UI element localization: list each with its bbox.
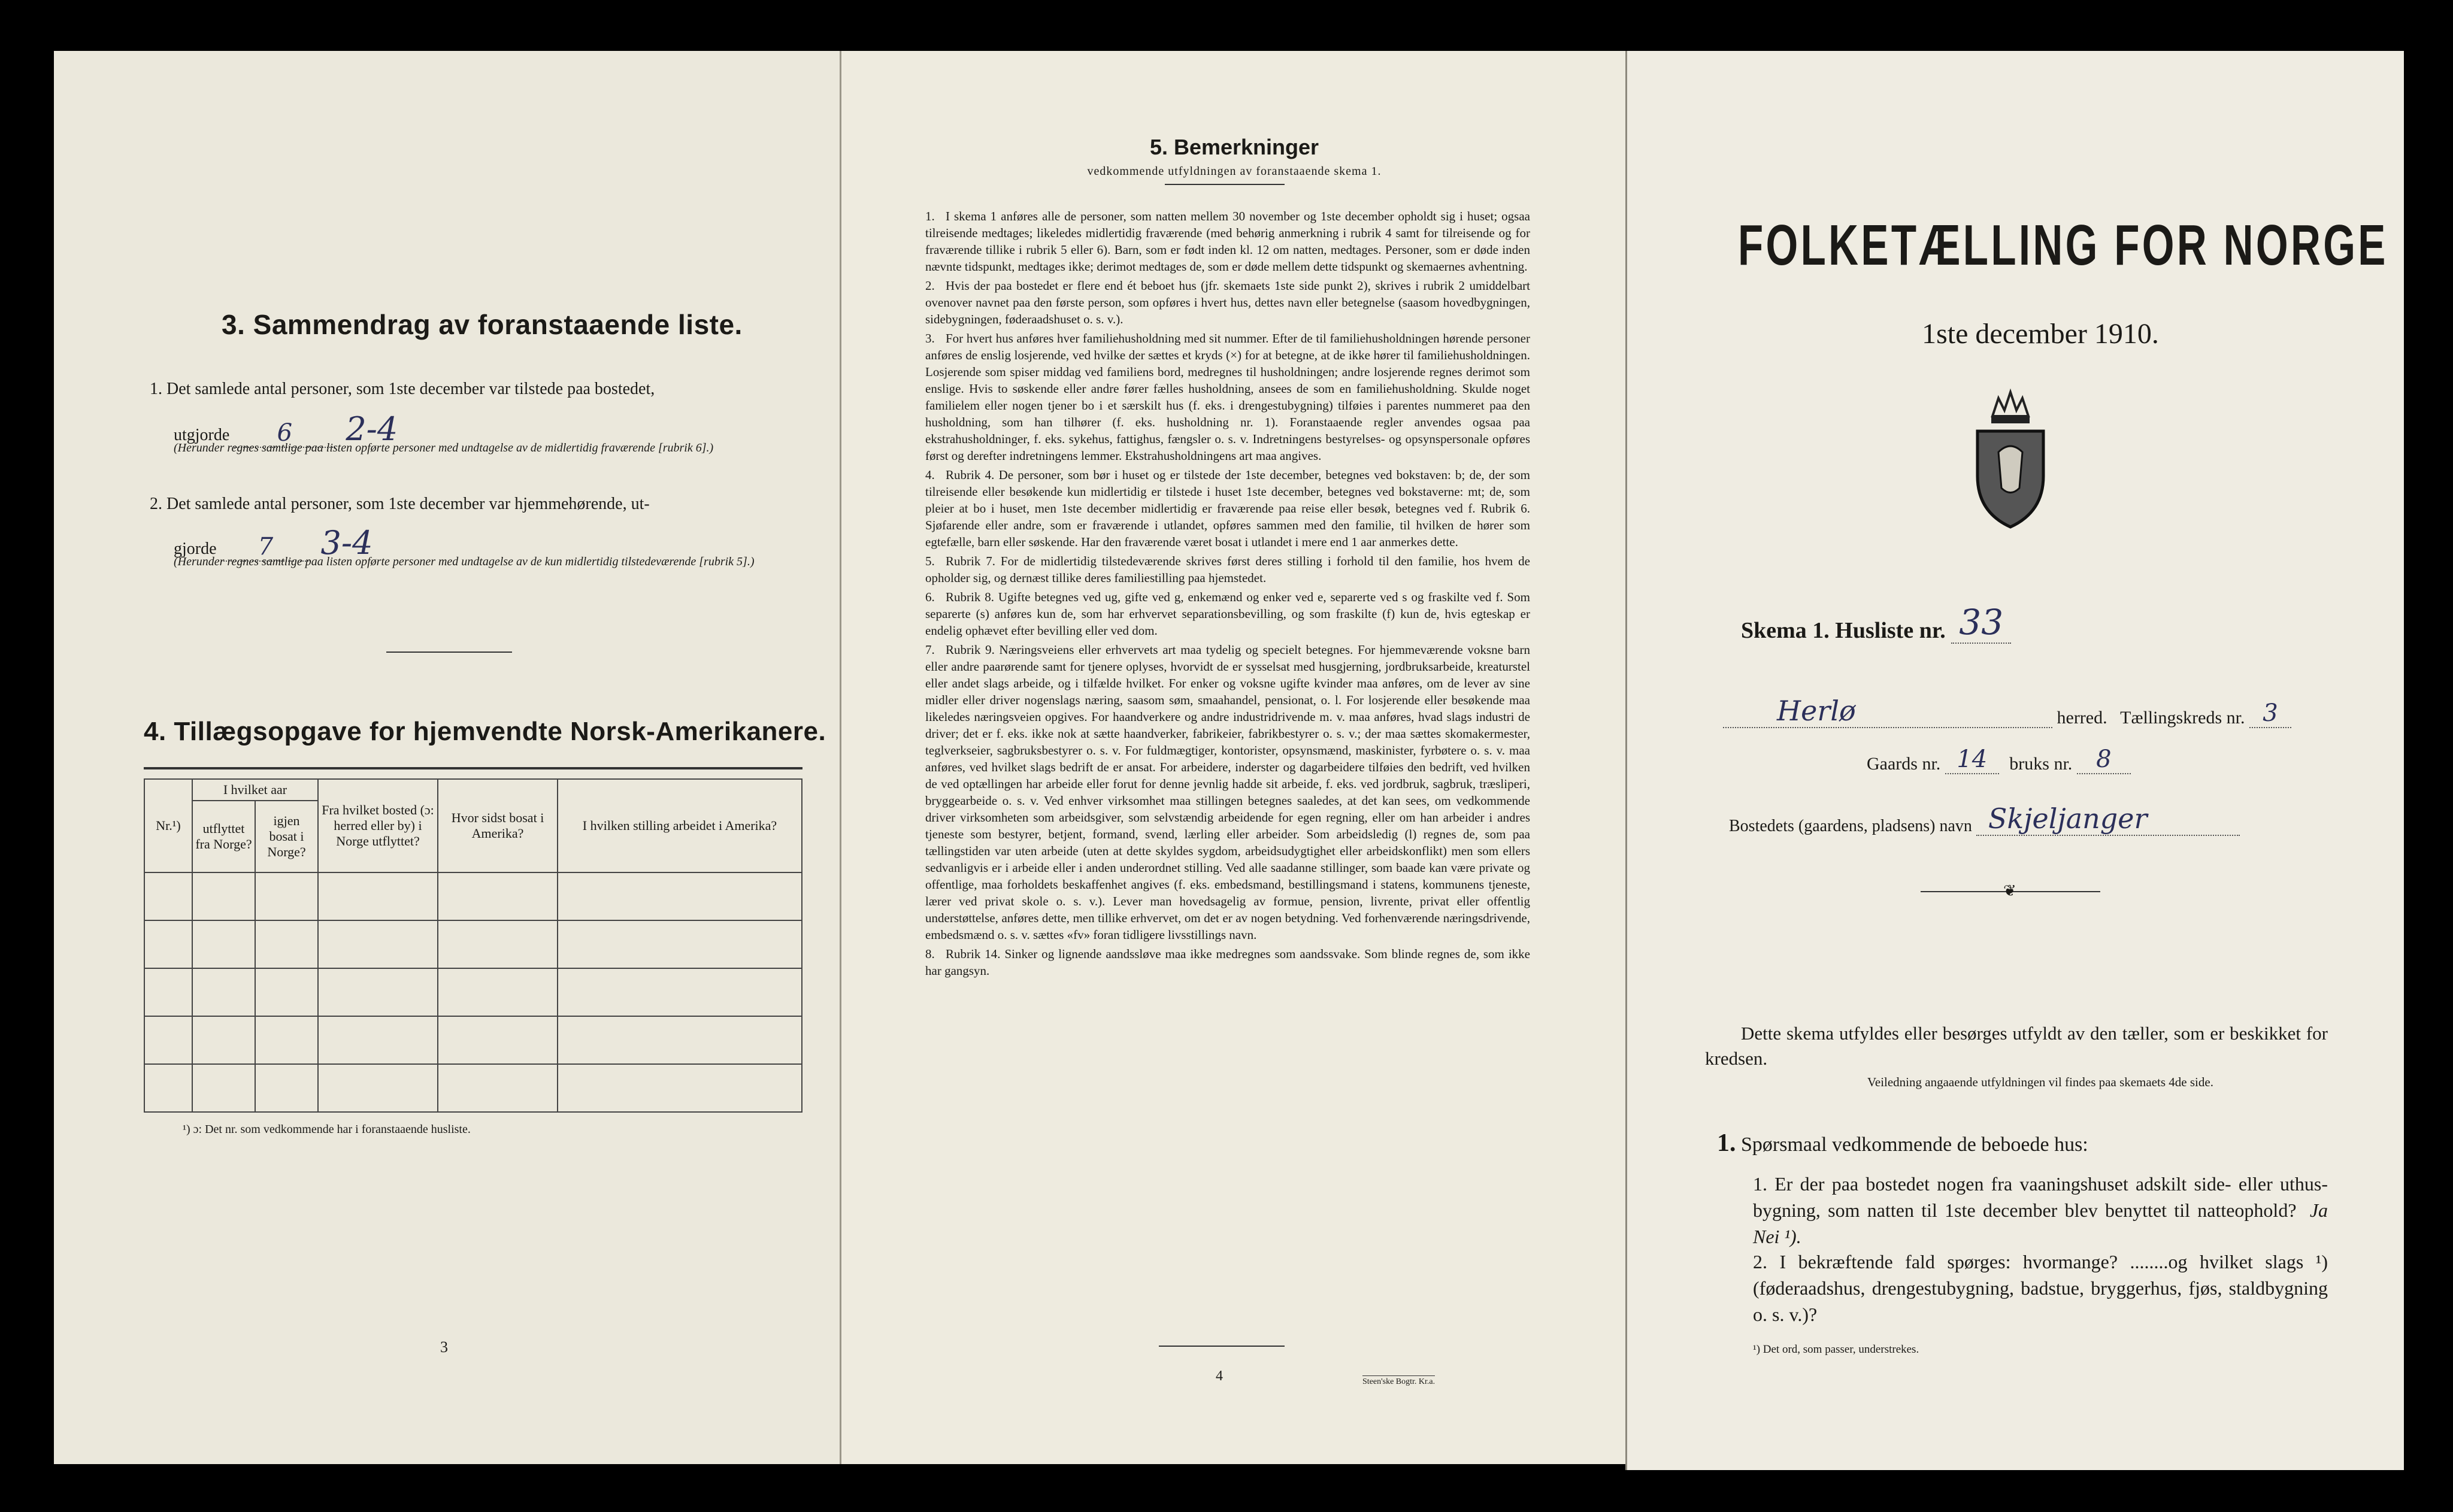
questions-heading-num: 1. (1717, 1129, 1736, 1157)
remark-item: 6. Rubrik 8. Ugifte betegnes ved ug, gifte ved g, enkemænd og enker ved e, separerte ved s og fraskilte ved f. Som separerte (s) anføres kun de, som har erhvervet separationsbevilling, og som fraskilte (f) kun de, hvis egteskap er endelig ophævet efter bevilling eller ved dom. (925, 590, 1530, 638)
remark-item: 7. Rubrik 9. Næringsveiens eller erhvervets art maa tydelig og specielt betegnes. For hjemmeværende voksne barn eller andre paarørende samt for tjenere oplyses, hvorvidt de er sysselsat med husgjerning, jordbruksarbeide, kreaturstel eller andet slags arbeide, og i tilfælde hvilket. For enker og voksne ugifte kvinder maa anføres, om de lever av sine midler eller driver nogenslags næring, saasom søm, smaahandel, pensionat, o. l. For losjerende eller besøkende maa likeledes næringsveien opgives. For haandverkere og andre industridrivende m. v. maa anføres, hvad slags industri de driver; det er f. eks. ikke nok at sætte haandverker, fabrikeier, fabrikbestyrer o. s. v.; der maa sættes skomakermester, teglverkseier, sagbruksbestyrer o. s. v. For fuldmægtiger, kontorister, opsynsmænd, maskinister, fyrbøtere o. s. v. maa anføres, ved hvilket slags bedrift de er ansat. For arbeidere, inderster og dagarbeidere tilføies den bedrift, ved hvilken de ved optællingen har arbeide eller forut for denne jevnlig hadde sit arbeide, f. eks. ved jordbruk, sagbruk, træsliperi, bryggearbeide o. s. v. Ved enhver virksomhet maa stillingen betegnes saaledes, at det kan sees, om vedkommende driver virksomheten som arbeidsgiver, som selvstændig arbeidende for egen regning, eller om han arbeider i andres tjeneste som bestyrer, betjent, formand, svend, lærling eller arbeider. Som arbeidsledig (l) regnes de, som paa tællingstiden var uten arbeide (uten at dette skyldes sygdom, arbeidsudygtighet eller arbeidskonflikt) men som ellers sedvanligvis er i arbeide eller i anden underordnet stilling. Ved alle saadanne stillinger, som baade kan være private og offentlige, maa forholdets beskaffenhet angives (f. eks. embedsmand, bestillingsmand i statens, kommunens tjeneste, lærer ved privat skole o. s. v.). Lever man hovedsagelig av formue, pension, livrente, privat eller offentlig understøttelse, anføres dette, men tillike erhvervet, om det er av nogen betydning. Ved forhenværende næringsdrivende, embedsmænd o. s. v. sættes «fv» foran tidligere livsstillings navn. (925, 643, 1530, 942)
kreds-value: 3 (2249, 699, 2291, 728)
col-group: I hvilket aar (192, 779, 318, 801)
remark-item: 4. Rubrik 4. De personer, som bør i huset og er tilstede der 1ste december, betegnes ved bokstaven: b; de, der som tilreisende eller besøkende kun midlertidig er tilstede i huset 1ste december, betegnes ved bokstaverne: mt; de, som pleier at bo i huset, men 1ste december midlertidig er fraværende paa reise eller besøk, betegnes ved f. Rubrik 6. Sjøfarende eller andre, som er fraværende i utlandet, opføres sammen med den familie, til hvilken de hører som egtefælle, barn eller søskende. Har den fraværende været bosat i utlandet i mere end 1 aar anmerkes dette. (925, 468, 1530, 549)
remarks-title-rule (1165, 184, 1285, 185)
bosted-value: Skjeljanger (1976, 802, 2240, 836)
section3-title: 3. Sammendrag av foranstaaende liste. (222, 309, 743, 340)
table-top-rule (144, 767, 802, 769)
item2-text: 2. Det samlede antal personer, som 1ste december var hjemmehørende, ut- (150, 495, 650, 513)
remark-item: 3. For hvert hus anføres hver familiehusholdning med sit nummer. Efter de til familiehusholdningen hørende personer anføres de enslig losjerende, ved hvilke der sættes et kryds (×) for at betegne, at de ikke hører til familiehusholdningen. Losjerende som spiser middag ved familiens bord, medregnes til husholdningen; andre losjerende regnes derimot som enslige. Hvis to søskende eller andre fører fælles husholdning, ansees de som en familiehusholdning. Skulde noget familielem eller nogen tjener bo i et særskilt hus (f. eks. i drengestubygning) tilføies i parentes nummeret paa den husholdning, som han tilhører (f. eks. husholdning nr. 1). Foranstaaende regler anvendes ogsaa paa ekstrahusholdninger, f. eks. sykehus, fattighus, fængsler o. s. v. Indretningens bestyrelses- og opsynspersonale opføres først og derefter indretningens lemmer. Ekstrahusholdningens art maa angives. (925, 331, 1530, 463)
skema-label: Skema 1. Husliste nr. (1741, 618, 1946, 643)
questions-heading (1717, 1129, 2088, 1158)
question-1-text: 1. Er der paa bostedet nogen fra vaaningshuset adskilt side- eller uthus-bygning, som natten til 1ste december blev benyttet til natteophold? (1753, 1173, 2328, 1221)
remark-item: 5. Rubrik 7. For de midlertidig tilstedeværende skrives først deres stilling i forhold til den familie, hos hvem de opholder sig, og dernæst tillike deres familiestilling paa hjemstedet. (925, 554, 1530, 585)
remark-item: 1. I skema 1 anføres alle de personer, som natten mellem 30 november og 1ste december opholdt sig i huset; ogsaa tilreisende medtages; likeledes midlertidig fraværende (med behørig anmerkning i rubrik 4 samt for tilreisende og for fraværende tillike i rubrik 5 eller 6). Barn, som er født inden kl. 12 om natten, medtages. Personer, som er døde inden nævnte tidspunkt, medtages ikke; derimot medtages de, som er døde mellem dette tidspunkt og skemaernes avhentning. (925, 209, 1530, 274)
question-1-answer: Ja Nei ¹). (1753, 1199, 2328, 1247)
item1-value: 6 (234, 419, 335, 448)
table-row (144, 872, 802, 920)
bruks-value: 8 (2077, 746, 2131, 774)
table-footnote: ¹) ɔ: Det nr. som vedkommende har i foranstaaende husliste. (183, 1123, 471, 1136)
bruks-label: bruks nr. (2009, 754, 2073, 774)
skema-line (1741, 602, 2011, 644)
remark-item: 8. Rubrik 14. Sinker og lignende aandssløve maa ikke medregnes som aandssvake. Som blinde regnes de, som ikke har gangsyn. (925, 947, 1530, 978)
herred-label: herred. (2057, 708, 2107, 728)
right-page (1625, 51, 2404, 1470)
remark-item: 2. Hvis der paa bostedet er flere end ét beboet hus (jfr. skemaets 1ste side punkt 2), skrives i rubrik 2 umiddelbart ovenover navnet paa den første person, som opføres i hvert hus, dettes navn eller betegnelse (saasom hovedbygningen, sidebygningen, føderaadshuset o. s. v.). (925, 278, 1530, 326)
remarks-list (925, 208, 1530, 981)
norsk-amerikanere-table (144, 778, 802, 1113)
middle-page (840, 51, 1625, 1464)
page-number-3: 3 (440, 1338, 448, 1356)
gaards-line (1867, 746, 2131, 774)
item1-text: 1. Det samlede antal personer, som 1ste december var tilstede paa bostedet, (150, 380, 655, 398)
remarks-title: 5. Bemerkninger (1149, 135, 1319, 159)
bosted-line (1729, 802, 2240, 836)
questions-heading-text: Spørsmaal vedkommende de beboede hus: (1741, 1134, 2088, 1156)
census-date: 1ste december 1910. (1922, 318, 2159, 350)
item2-label: gjorde (174, 540, 217, 558)
table-row (144, 968, 802, 1016)
printer-mark: Steen'ske Bogtr. Kr.a. (1362, 1375, 1435, 1387)
section4-title: 4. Tillægsopgave for hjemvendte Norsk-Amerikanere. (144, 717, 826, 746)
col-from-where: Fra hvilket bosted (ɔ: herred eller by) i Norge utflyttet? (318, 779, 438, 872)
item1-label: utgjorde (174, 426, 230, 444)
right-footnote: ¹) Det ord, som passer, understrekes. (1753, 1343, 1919, 1356)
herred-line (1723, 695, 2291, 728)
item2-value: 7 (221, 533, 311, 562)
item2-note: (Herunder regnes samtlige paa listen opførte personer med undtagelse av de kun midlertidig tilstedeværende [rubrik 5].) (174, 555, 755, 568)
ornament-icon: ❦ (2003, 882, 2016, 899)
remarks-end-rule (1159, 1346, 1285, 1347)
husliste-nr: 33 (1951, 602, 2011, 644)
bosted-label: Bostedets (gaardens, pladsens) navn (1729, 817, 1972, 835)
col-occupation: I hvilken stilling arbeidet i Amerika? (558, 779, 802, 872)
question-2: 2. I bekræftende fald spørges: hvormange? ........og hvilket slags ¹) (føderaadshus, drengestubygning, badstue, bryggerhus, fjøs, staldbygning o. s. v.)? (1753, 1251, 2328, 1325)
divider (386, 652, 512, 653)
remarks-subtitle: vedkommende utfyldningen av foranstaaende skema 1. (1087, 165, 1382, 178)
item2-handwritten: 3-4 (320, 524, 373, 562)
census-title: FOLKETÆLLING FOR NORGE (1738, 213, 2388, 277)
col-last-america: Hvor sidst bosat i Amerika? (438, 779, 558, 872)
question-1 (1753, 1171, 2328, 1250)
intro-text: Dette skema utfyldes eller besørges utfyldt av den tæller, som er beskikket for kredsen. (1705, 1023, 2328, 1069)
page-number-4: 4 (1216, 1368, 1223, 1384)
col-returned: igjen bosat i Norge? (255, 801, 318, 872)
item1-handwritten: 2-4 (346, 410, 398, 448)
col-emigrated: utflyttet fra Norge? (192, 801, 255, 872)
herred-value: Herlø (1723, 695, 2052, 728)
left-page (54, 51, 840, 1464)
kreds-label: Tællingskreds nr. (2120, 708, 2245, 728)
gaards-value: 14 (1945, 746, 1999, 774)
col-nr: Nr.¹) (144, 779, 192, 872)
table-row (144, 1016, 802, 1064)
norway-coat-of-arms-icon (1969, 386, 2052, 530)
gaards-label: Gaards nr. (1867, 754, 1941, 774)
item1-note: (Herunder regnes samtlige paa listen opførte personer med undtagelse av de midlertidig fraværende [rubrik 6].) (174, 441, 714, 454)
table-row (144, 920, 802, 968)
table-row (144, 1064, 802, 1112)
intro-guidance: Veiledning angaaende utfyldningen vil findes paa skemaets 4de side. (1867, 1075, 2213, 1089)
